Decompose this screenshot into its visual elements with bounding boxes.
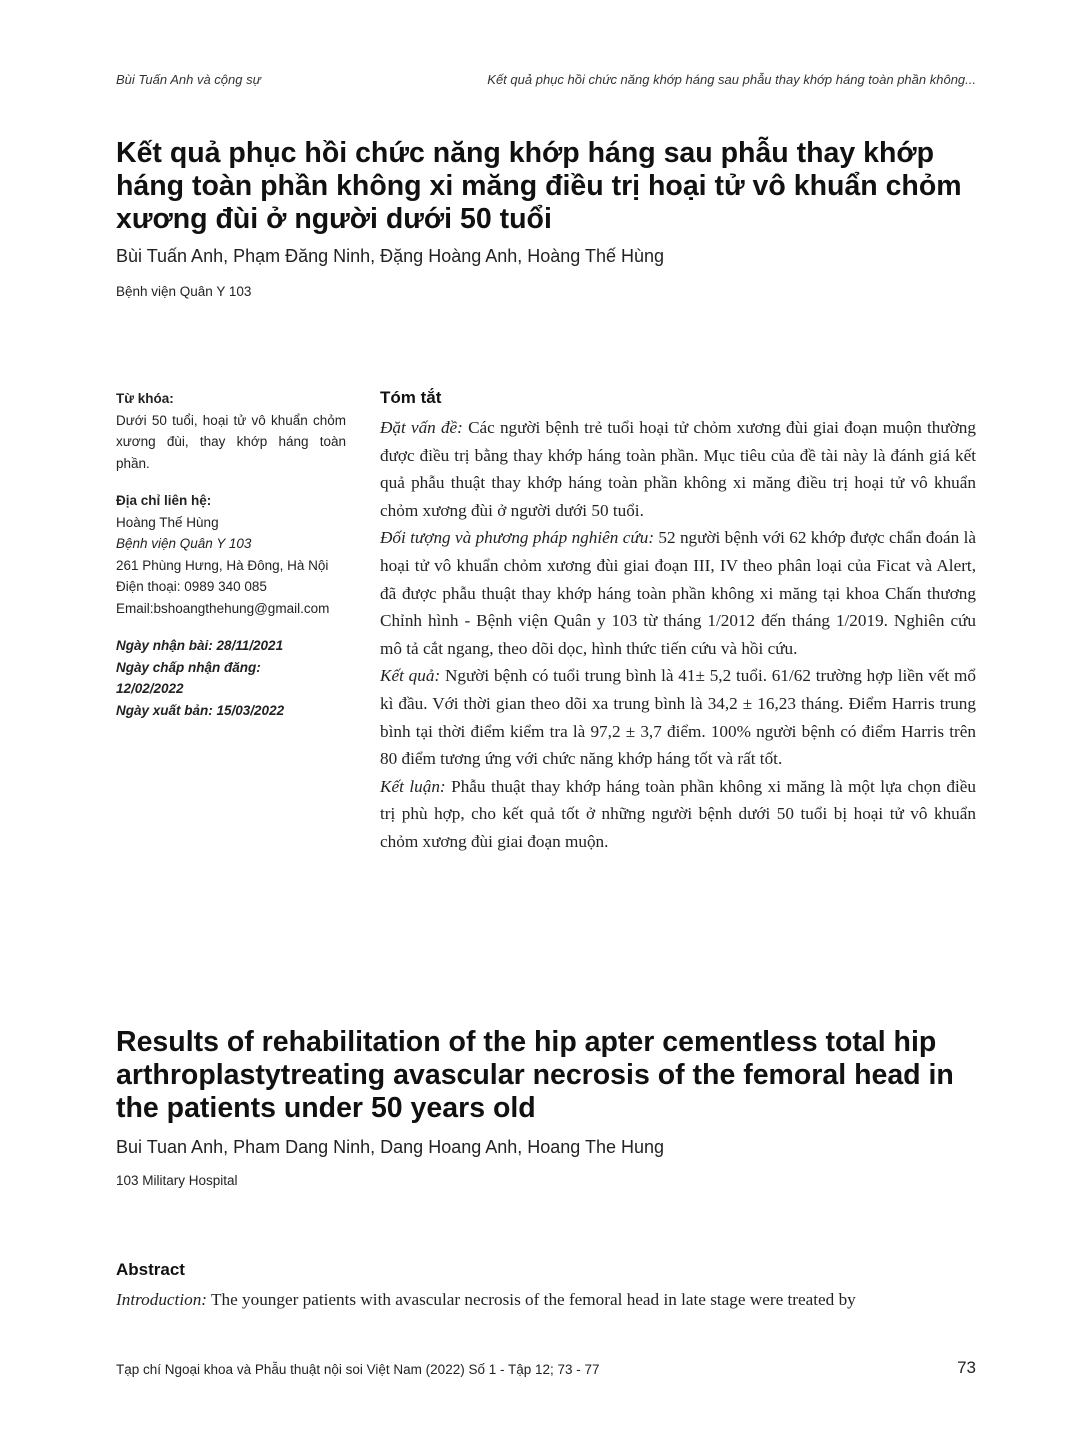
accepted-label: Ngày chấp nhận đăng: bbox=[116, 659, 261, 675]
vn-title: Kết quả phục hồi chức năng khớp háng sau phẫu thay khớp háng toàn phần không xi măng điều trị hoại tử vô khuẩn chỏm xương đùi ở người dưới 50 tuổi bbox=[116, 137, 962, 235]
contact-label: Địa chỉ liên hệ: bbox=[116, 493, 212, 508]
published-date: Ngày xuất bản: 15/03/2022 bbox=[116, 702, 285, 718]
keywords-text: Dưới 50 tuổi, hoại tử vô khuẩn chỏm xương đùi, thay khớp háng toàn phần. bbox=[116, 412, 346, 471]
journal-citation: Tạp chí Ngoại khoa và Phẫu thuật nội soi Việt Nam (2022) Số 1 - Tập 12; 73 - 77 bbox=[116, 1362, 600, 1377]
en-abstract bbox=[116, 1260, 978, 1314]
page-number: 73 bbox=[957, 1358, 976, 1377]
vn-conclusion-text: Phẫu thuật thay khớp háng toàn phần không xi măng là một lựa chọn điều trị phù hợp, cho kết quả tốt ở những người bệnh dưới 50 tuổi bị hoại tử vô khuẩn chỏm xương đùi giai đoạn muộn. bbox=[380, 776, 976, 851]
en-introduction-text: The younger patients with avascular necrosis of the femoral head in late stage were treated by bbox=[207, 1290, 856, 1309]
running-header-authors: Bùi Tuấn Anh và cộng sự bbox=[116, 72, 261, 87]
en-title: Results of rehabilitation of the hip apter cementless total hip arthroplastytreating avascular necrosis of the femoral head in the patients under 50 years old bbox=[116, 1026, 954, 1124]
vn-abstract-conclusion bbox=[380, 773, 976, 856]
vn-background-text: Các người bệnh trẻ tuổi hoại tử chỏm xương đùi giai đoạn muộn thường được điều trị bằng thay khớp háng toàn phần. Mục tiêu của đề tài này là đánh giá kết quả phẫu thuật thay khớp háng toàn phần không xi măng điều trị hoại tử vô khuẩn chỏm xương đùi ở người dưới 50 tuổi. bbox=[380, 418, 976, 520]
vn-methods-text: 52 người bệnh với 62 khớp được chẩn đoán là hoại tử vô khuẩn chỏm xương đùi giai đoạn III, IV theo phân loại của Ficat và Alert, đã được phẫu thuật thay khớp háng toàn phần không xi măng tại khoa Chấn thương Chỉnh hình - Bệnh viện Quân y 103 từ tháng 1/2012 đến tháng 1/2019. Nghiên cứu mô tả cắt ngang, theo dõi dọc, hình thức tiến cứu và hồi cứu. bbox=[380, 528, 976, 658]
en-abstract-heading: Abstract bbox=[116, 1260, 185, 1279]
keywords-label: Từ khóa: bbox=[116, 391, 174, 406]
contact-name: Hoàng Thế Hùng bbox=[116, 514, 219, 530]
en-introduction-lead: Introduction: bbox=[116, 1290, 208, 1309]
contact-address: 261 Phùng Hưng, Hà Đông, Hà Nội bbox=[116, 557, 329, 573]
vn-abstract-heading: Tóm tắt bbox=[380, 388, 442, 407]
vn-abstract bbox=[380, 388, 976, 856]
vn-results-text: Người bệnh có tuổi trung bình là 41± 5,2 tuổi. 61/62 trường hợp liền vết mổ kì đầu. Với thời gian theo dõi xa trung bình là 34,2 ± 16,23 tháng. Điểm Harris trung bình tại thời điểm kiểm tra là 97,2 ± 3,7 điểm. 100% người bệnh có điểm Harris trên 80 điểm tương ứng với chức năng khớp háng tốt và rất tốt. bbox=[380, 666, 977, 769]
vn-conclusion-lead: Kết luận: bbox=[380, 776, 446, 796]
vn-authors: Bùi Tuấn Anh, Phạm Đăng Ninh, Đặng Hoàng Anh, Hoàng Thế Hùng bbox=[116, 246, 665, 266]
vn-affiliation: Bệnh viện Quân Y 103 bbox=[116, 284, 252, 299]
vn-methods-lead: Đối tượng và phương pháp nghiên cứu: bbox=[380, 528, 655, 548]
en-affiliation: 103 Military Hospital bbox=[116, 1173, 238, 1188]
contact-phone: Điện thoại: 0989 340 085 bbox=[116, 579, 267, 594]
accepted-date: 12/02/2022 bbox=[116, 681, 184, 696]
vn-background-lead: Đặt vấn đề: bbox=[380, 418, 463, 437]
contact-email: Email:bshoangthehung@gmail.com bbox=[116, 600, 330, 616]
vn-abstract-background bbox=[380, 414, 976, 524]
vn-results-lead: Kết quả: bbox=[380, 666, 441, 686]
vn-abstract-methods bbox=[380, 524, 976, 662]
article-info-sidebar bbox=[116, 388, 346, 737]
contact-org: Bệnh viện Quân Y 103 bbox=[116, 536, 252, 551]
running-header-title: Kết quả phục hồi chức năng khớp háng sau phẫu thay khớp háng toàn phần không... bbox=[487, 72, 976, 87]
vn-abstract-results bbox=[380, 662, 976, 772]
en-abstract-introduction bbox=[116, 1286, 978, 1314]
en-authors: Bui Tuan Anh, Pham Dang Ninh, Dang Hoang Anh, Hoang The Hung bbox=[116, 1137, 665, 1157]
received-date: Ngày nhận bài: 28/11/2021 bbox=[116, 638, 284, 653]
